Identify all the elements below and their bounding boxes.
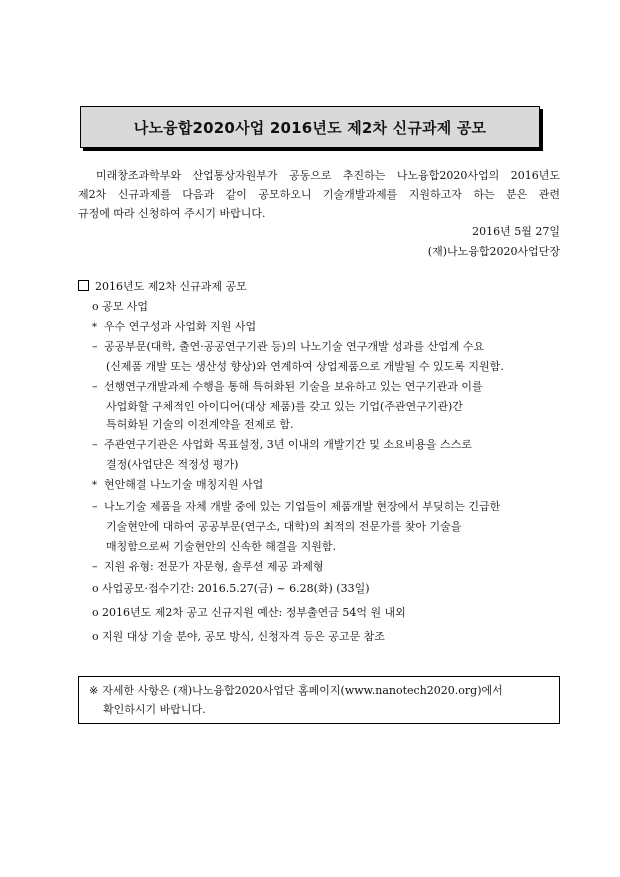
- reference-mark-icon: ※: [89, 684, 99, 697]
- list-item-1-text: 공모 사업: [102, 300, 149, 313]
- issuing-organization: (재)나노융합2020사업단장: [427, 245, 560, 258]
- list-item-2-text: 사업공모·접수기간: 2016.5.27(금) ~ 6.28(화) (33일): [102, 582, 370, 595]
- note-line-1-text: 자세한 사항은 (재)나노융합2020사업단 홈페이지(www.nanotech2020.org)에서: [102, 684, 503, 697]
- section-heading-text: 2016년도 제2차 신규과제 공모: [95, 280, 247, 293]
- section-heading: [78, 278, 247, 296]
- list-item-4: [92, 628, 385, 646]
- checkbox-square-icon: [78, 280, 89, 291]
- detail-text: 선행연구개발과제 수행을 통해 특허화된 기술을 보유하고 있는 연구기관과 이를: [104, 380, 483, 393]
- circle-bullet-icon: ο: [92, 606, 99, 619]
- dash-bullet-icon: –: [92, 560, 98, 573]
- detail-continuation: 매칭함으로써 기술현안의 신속한 해결을 지원함.: [106, 540, 337, 553]
- detail-continuation: 결정(사업단은 적정성 평가): [106, 458, 239, 471]
- document-title: 나노융합2020사업 2016년도 제2차 신규과제 공모: [133, 118, 487, 137]
- intro-line-1: 미래창조과학부와 산업통상자원부가 공동으로 추진하는 나노융합2020사업의 2016년도: [96, 169, 560, 182]
- sub-item-1-text: 우수 연구성과 사업화 지원 사업: [104, 320, 257, 333]
- announcement-date: 2016년 5월 27일: [472, 225, 560, 238]
- sub-item-1: [92, 318, 256, 337]
- dash-bullet-icon: –: [92, 500, 98, 513]
- list-item-4-text: 지원 대상 기술 분야, 공모 방식, 신청자격 등은 공고문 참조: [102, 630, 385, 643]
- detail-continuation: 특허화된 기술의 이전계약을 전제로 함.: [106, 418, 294, 431]
- intro-line-3: 규정에 따라 신청하여 주시기 바랍니다.: [78, 207, 266, 220]
- title-box: [80, 106, 540, 148]
- list-item-2: [92, 580, 370, 598]
- detail-item: [92, 378, 483, 396]
- circle-bullet-icon: ο: [92, 300, 99, 313]
- list-item-1: [92, 298, 148, 316]
- circle-bullet-icon: ο: [92, 630, 99, 643]
- list-item-3-text: 2016년도 제2차 공고 신규지원 예산: 정부출연금 54억 원 내외: [102, 606, 406, 619]
- detail-continuation: 사업화할 구체적인 아이디어(대상 제품)를 갖고 있는 기업(주관연구기관)간: [106, 400, 463, 413]
- note-box: [78, 676, 560, 724]
- dash-bullet-icon: –: [92, 438, 98, 451]
- sub-item-2-text: 현안해결 나노기술 매칭지원 사업: [104, 478, 264, 491]
- asterisk-bullet-icon: *: [92, 322, 97, 333]
- detail-text: 지원 유형: 전문가 자문형, 솔루션 제공 과제형: [104, 560, 324, 573]
- list-item-3: [92, 604, 406, 622]
- note-line-1: [89, 681, 549, 700]
- note-line-2: 확인하시기 바랍니다.: [103, 703, 206, 716]
- dash-bullet-icon: –: [92, 340, 98, 353]
- detail-item: [92, 338, 484, 356]
- asterisk-bullet-icon: *: [92, 480, 97, 491]
- detail-text: 나노기술 제품을 자체 개발 중에 있는 기업들이 제품개발 현장에서 부딪히는 긴급한: [104, 500, 501, 513]
- intro-paragraph: [78, 166, 560, 223]
- detail-text: 공공부문(대학, 출연·공공연구기관 등)의 나노기술 연구개발 성과를 산업계 수요: [104, 340, 485, 353]
- dash-bullet-icon: –: [92, 380, 98, 393]
- detail-item: [92, 436, 472, 454]
- detail-continuation: (신제품 개발 또는 생산성 향상)와 연계하여 상업제품으로 개발될 수 있도록 지원함.: [106, 360, 504, 373]
- circle-bullet-icon: ο: [92, 582, 99, 595]
- detail-item: [92, 498, 500, 516]
- detail-continuation: 기술현안에 대하여 공공부문(연구소, 대학)의 최적의 전문가를 찾아 기술을: [106, 520, 462, 533]
- sub-item-2: [92, 476, 263, 495]
- detail-text: 주관연구기관은 사업화 목표설정, 3년 이내의 개발기간 및 소요비용을 스스로: [104, 438, 472, 451]
- intro-line-2: 제2차 신규과제를 다음과 같이 공모하오니 기술개발과제를 지원하고자 하는 분은 관련: [78, 188, 560, 201]
- detail-item: [92, 558, 323, 576]
